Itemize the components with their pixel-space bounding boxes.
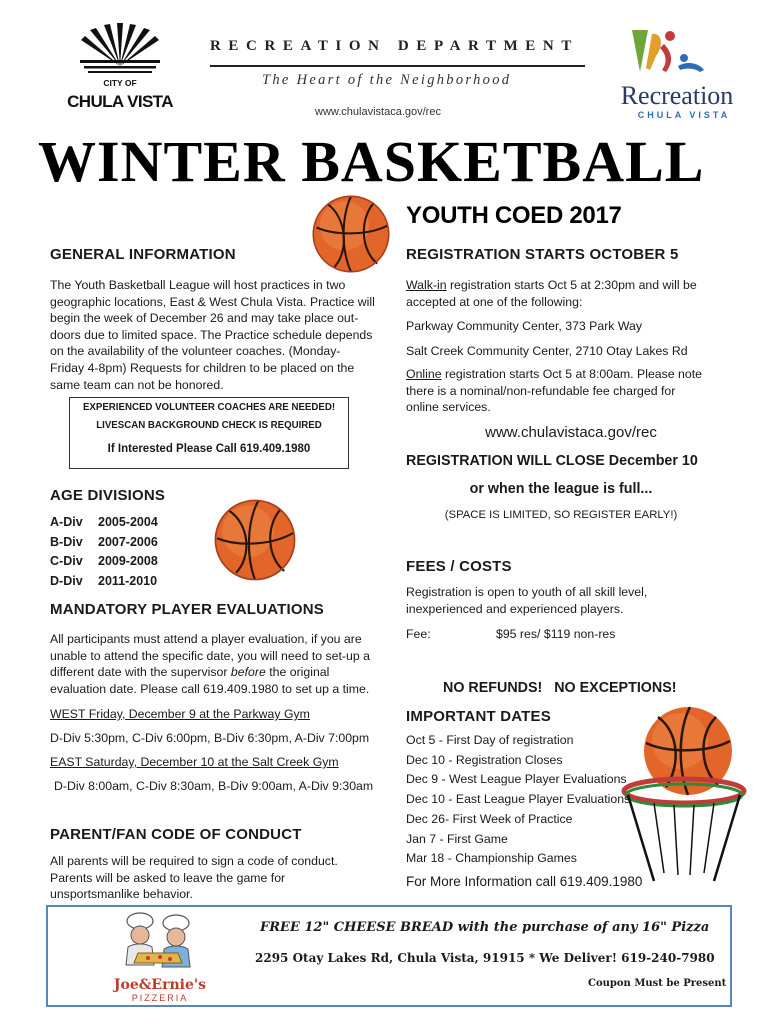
age-divisions-heading: AGE DIVISIONS	[50, 487, 166, 504]
fee-value: $95 res/ $119 non-res	[496, 627, 616, 641]
text-line: geographic locations, East & West Chula Vista. Practice will	[50, 294, 375, 309]
general-info-text	[50, 277, 395, 393]
department-name: RECREATION DEPARTMENT	[210, 38, 579, 54]
division-code: D-Div	[50, 573, 83, 588]
basketball-icon	[310, 193, 392, 275]
text-line: accepted at one of the following:	[406, 294, 583, 309]
fee-label: Fee:	[406, 627, 431, 641]
date-item: Dec 10 - East League Player Evaluations	[406, 792, 631, 807]
walkin-text	[406, 277, 736, 310]
coaches-needed: EXPERIENCED VOLUNTEER COACHES ARE NEEDED!	[82, 402, 336, 413]
registration-close: REGISTRATION WILL CLOSE December 10	[406, 453, 698, 469]
city-logo-text-2: CHULA VISTA	[67, 92, 173, 111]
text-span: registration starts Oct 5 at 2:30pm and will be	[446, 278, 697, 292]
conduct-heading: PARENT/FAN CODE OF CONDUCT	[50, 826, 302, 843]
date-item: Jan 7 - First Game	[406, 831, 508, 846]
background-check: LIVESCAN BACKGROUND CHECK IS REQUIRED	[96, 420, 322, 431]
date-item: Dec 26- First Week of Practice	[406, 811, 573, 826]
coaches-contact: If Interested Please Call 619.409.1980	[107, 443, 311, 455]
recreation-chula-vista-logo	[612, 22, 742, 122]
division-row	[50, 513, 158, 533]
coupon-offer: FREE 12" CHEESE BREAD with the purchase of any 16" Pizza	[260, 920, 710, 935]
text-line: inexperienced and experienced players.	[406, 601, 624, 616]
pizza-coupon	[46, 905, 732, 1007]
registration-url-link[interactable]: www.chulavistaca.gov/rec	[485, 424, 657, 441]
text-line: doors due to limited space. The Practice schedule depends	[50, 327, 373, 342]
date-item: Dec 9 - West League Player Evaluations	[406, 772, 627, 787]
text-line: evaluation date. Please call 619.409.1980 to set up a time.	[50, 681, 370, 696]
text-line: All participants must attend a player evaluation, if you are	[50, 632, 362, 646]
division-code: A-Div	[50, 515, 83, 529]
text-line	[406, 277, 736, 294]
text-line: same team can not be honored.	[50, 377, 224, 392]
text-span: the original	[265, 665, 330, 680]
city-logo-text-1: CITY OF	[103, 78, 137, 88]
text-line: online services.	[406, 400, 491, 415]
text-line: All parents will be required to sign a code of conduct.	[50, 854, 338, 868]
header-url: www.chulavistaca.gov/rec	[315, 106, 441, 118]
coupon-address: 2295 Otay Lakes Rd, Chula Vista, 91915 * We Deliver! 619-240-7980	[255, 951, 715, 965]
division-row	[50, 533, 158, 553]
pizzeria-logo-sub: PIZZERIA	[131, 993, 189, 1003]
basketball-icon	[212, 497, 298, 583]
division-code: C-Div	[50, 554, 83, 568]
text-span: registration starts Oct 5 at 8:00am. Please note	[441, 367, 702, 381]
emphasis-text: before	[230, 665, 266, 680]
date-item: Dec 10 - Registration Closes	[406, 752, 563, 767]
text-line: there is a nominal/non-refundable fee charged for	[406, 383, 676, 398]
page-title: WINTER BASKETBALL	[38, 129, 705, 194]
conduct-text	[50, 853, 395, 903]
walkin-link[interactable]: Walk-in	[406, 278, 447, 292]
division-years: 2005-2004	[98, 515, 158, 529]
date-item: Mar 18 - Championship Games	[406, 851, 577, 866]
division-years: 2007-2006	[98, 534, 158, 549]
division-years: 2011-2010	[98, 573, 158, 588]
pizzeria-logo-name: Joe&Ernie's	[113, 977, 207, 993]
online-text	[406, 366, 736, 416]
age-divisions-list	[50, 513, 158, 591]
rec-logo-text-2: CHULA VISTA	[637, 110, 731, 120]
pizzeria-logo	[108, 909, 218, 1003]
location-parkway: Parkway Community Center, 373 Park Way	[406, 319, 643, 333]
east-evaluation-heading: EAST Saturday, December 10 at the Salt Creek Gym	[50, 755, 339, 769]
tagline: The Heart of the Neighborhood	[262, 72, 512, 88]
west-evaluation-heading: WEST Friday, December 9 at the Parkway Gym	[50, 707, 310, 721]
location-salt-creek: Salt Creek Community Center, 2710 Otay Lakes Rd	[406, 344, 688, 358]
no-refunds: NO REFUNDS! NO EXCEPTIONS!	[443, 680, 677, 696]
sunburst-icon	[80, 23, 160, 73]
basketball-hoop-icon	[618, 703, 748, 885]
fees-heading: FEES / COSTS	[406, 558, 512, 575]
text-line: The Youth Basketball League will host practices in two	[50, 278, 346, 292]
rec-logo-text-1: Recreation	[620, 81, 734, 110]
more-info: For More Information call 619.409.1980	[406, 874, 643, 889]
volunteer-coaches-box	[69, 397, 349, 469]
text-line: Friday 4-8pm) Requests for children to be placed on the	[50, 360, 355, 375]
registration-close-full: or when the league is full...	[469, 481, 653, 497]
online-link[interactable]: Online	[406, 367, 442, 381]
text-line: Parents will be asked to leave the game for	[50, 870, 286, 885]
text-line	[50, 664, 395, 681]
important-dates-list	[406, 731, 630, 869]
coupon-note: Coupon Must be Present	[588, 978, 727, 989]
text-line	[406, 366, 736, 383]
west-evaluation-times: D-Div 5:30pm, C-Div 6:00pm, B-Div 6:30pm, A-Div 7:00pm	[50, 731, 370, 745]
space-limited-note: (SPACE IS LIMITED, SO REGISTER EARLY!)	[444, 509, 678, 521]
text-line: begin the week of December 26 and may take place out-	[50, 311, 359, 326]
city-of-chula-vista-logo	[60, 22, 180, 117]
registration-heading: REGISTRATION STARTS OCTOBER 5	[406, 246, 679, 263]
subtitle: YOUTH COED 2017	[406, 202, 622, 229]
text-line: unsportsmanlike behavior.	[50, 887, 193, 902]
east-evaluation-times: D-Div 8:00am, C-Div 8:30am, B-Div 9:00am, A-Div 9:30am	[54, 779, 374, 793]
header-divider	[210, 65, 585, 67]
text-line: on the availability of the volunteer coaches. (Monday-	[50, 344, 341, 359]
evaluations-heading: MANDATORY PLAYER EVALUATIONS	[50, 601, 324, 618]
division-row	[50, 572, 158, 592]
division-years: 2009-2008	[98, 554, 158, 568]
division-code: B-Div	[50, 534, 83, 549]
text-line: unable to attend the specific date, you will need to set-up a	[50, 648, 370, 663]
evaluations-text	[50, 631, 395, 697]
fees-text	[406, 584, 736, 617]
runner-figures-icon	[632, 30, 704, 72]
chef-icon	[126, 913, 190, 967]
date-item: Oct 5 - First Day of registration	[406, 733, 574, 747]
important-dates-heading: IMPORTANT DATES	[406, 708, 551, 725]
division-row	[50, 552, 158, 572]
general-info-heading: GENERAL INFORMATION	[50, 246, 236, 263]
text-span: different date with the supervisor	[50, 665, 231, 680]
text-line: Registration is open to youth of all skill level,	[406, 585, 648, 599]
